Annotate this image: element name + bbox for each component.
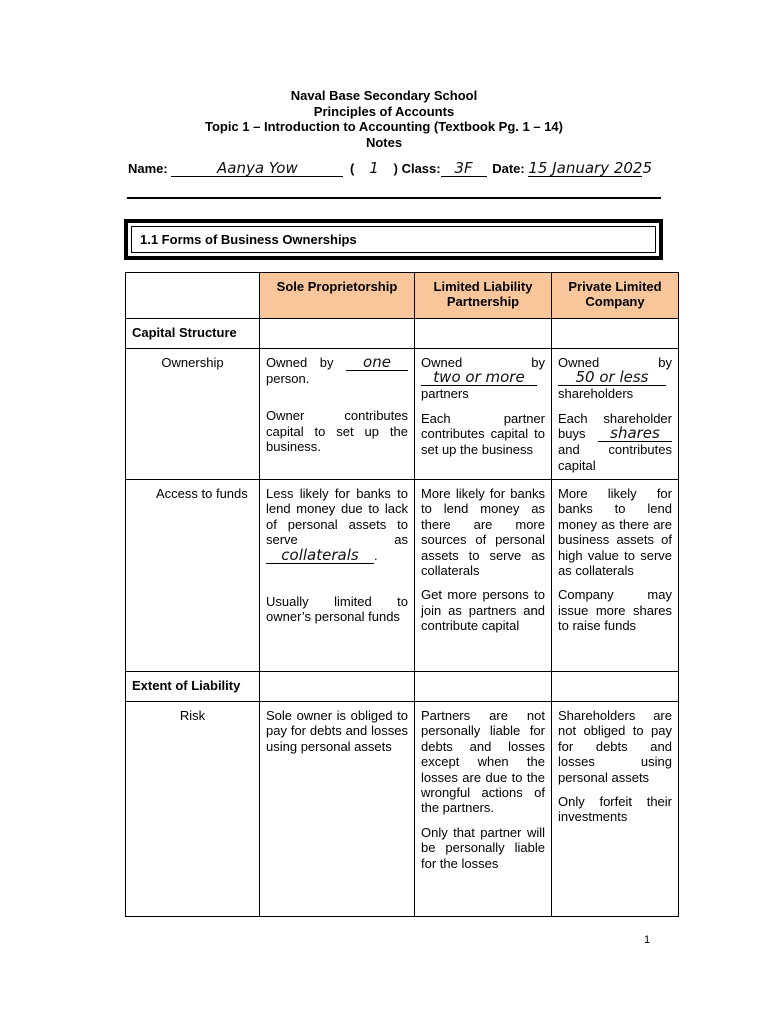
section-row-capital bbox=[126, 319, 679, 349]
ownership-plc: Owned by 50 or less shareholders Each shareholder buys shares and contributes capital bbox=[552, 349, 679, 480]
ownership-plc-blank[interactable]: 50 or less bbox=[558, 370, 666, 386]
date-field[interactable] bbox=[528, 159, 653, 177]
col-header-plc: Private Limited Company bbox=[552, 273, 679, 319]
col-header-sole: Sole Proprietorship bbox=[260, 273, 415, 319]
corner-cell bbox=[126, 273, 260, 319]
page-number: 1 bbox=[644, 934, 651, 946]
section-row-liability bbox=[126, 672, 679, 702]
ownership-comparison-table bbox=[125, 272, 679, 917]
class-label: Class: bbox=[401, 161, 441, 176]
risk-sole: Sole owner is obliged to pay for debts and losses using personal assets bbox=[260, 702, 415, 917]
access-sole: Less likely for banks to lend money due to lack of personal assets to serve as collaterals . Usually limited to owner’s personal funds bbox=[260, 480, 415, 672]
topic-title: Topic 1 – Introduction to Accounting (Textbook Pg. 1 – 14) bbox=[205, 119, 563, 134]
risk-llp: Partners are not personally liable for debts and losses except when the losses are due to the wrongful actions of the partners. Only that partner will be personally liable for the losses bbox=[415, 702, 552, 917]
access-plc: More likely for banks to lend money as there are business assets of high value to serve as collaterals Company may issue more shares to raise funds bbox=[552, 480, 679, 672]
school-name: Naval Base Secondary School bbox=[290, 88, 478, 103]
ownership-llp-blank[interactable]: two or more bbox=[421, 370, 537, 386]
ownership-sole-blank[interactable]: one bbox=[346, 355, 408, 371]
access-sole-blank[interactable]: collaterals bbox=[266, 548, 374, 564]
name-value: Aanya Yow bbox=[216, 159, 298, 177]
table-header-row bbox=[126, 273, 679, 319]
risk-plc: Shareholders are not obliged to pay for debts and losses using personal assets Only forfeit their investments bbox=[552, 702, 679, 917]
ownership-plc-shares-blank[interactable]: shares bbox=[598, 426, 672, 442]
name-field[interactable] bbox=[171, 161, 343, 177]
date-label: Date: bbox=[492, 161, 525, 176]
index-paren-close: ) bbox=[393, 161, 398, 176]
risk-label: Risk bbox=[126, 702, 260, 917]
ownership-llp: Owned by two or more partners Each partner contributes capital to set up the business bbox=[415, 349, 552, 480]
student-info bbox=[128, 161, 668, 177]
table-row-ownership bbox=[126, 349, 679, 480]
table-row-access bbox=[126, 480, 679, 672]
ownership-sole: Owned by one person. Owner contributes capital to set up the business. bbox=[260, 349, 415, 480]
class-value: 3F bbox=[454, 159, 473, 177]
extent-liability-label: Extent of Liability bbox=[126, 672, 260, 702]
index-field[interactable] bbox=[358, 161, 390, 176]
date-value: 15 January 2025 bbox=[528, 159, 653, 177]
section-title-box bbox=[124, 219, 663, 260]
ownership-label: Ownership bbox=[126, 349, 260, 480]
col-header-llp: Limited Liability Partnership bbox=[415, 273, 552, 319]
capital-structure-label: Capital Structure bbox=[126, 319, 260, 349]
header-divider bbox=[127, 197, 661, 199]
name-label: Name: bbox=[128, 161, 168, 176]
subject-name: Principles of Accounts bbox=[313, 103, 455, 119]
index-paren-open: ( bbox=[350, 161, 355, 176]
section-title: 1.1 Forms of Business Ownerships bbox=[131, 226, 656, 253]
document-header bbox=[0, 88, 768, 150]
index-value: 1 bbox=[369, 159, 379, 177]
table-row-risk bbox=[126, 702, 679, 917]
doc-type: Notes bbox=[365, 134, 403, 150]
access-llp: More likely for banks to lend money as there are more sources of personal assets to serve as collaterals Get more persons to join as partners and contribute capital bbox=[415, 480, 552, 672]
class-field[interactable] bbox=[441, 161, 487, 177]
access-label: Access to funds bbox=[126, 480, 260, 672]
